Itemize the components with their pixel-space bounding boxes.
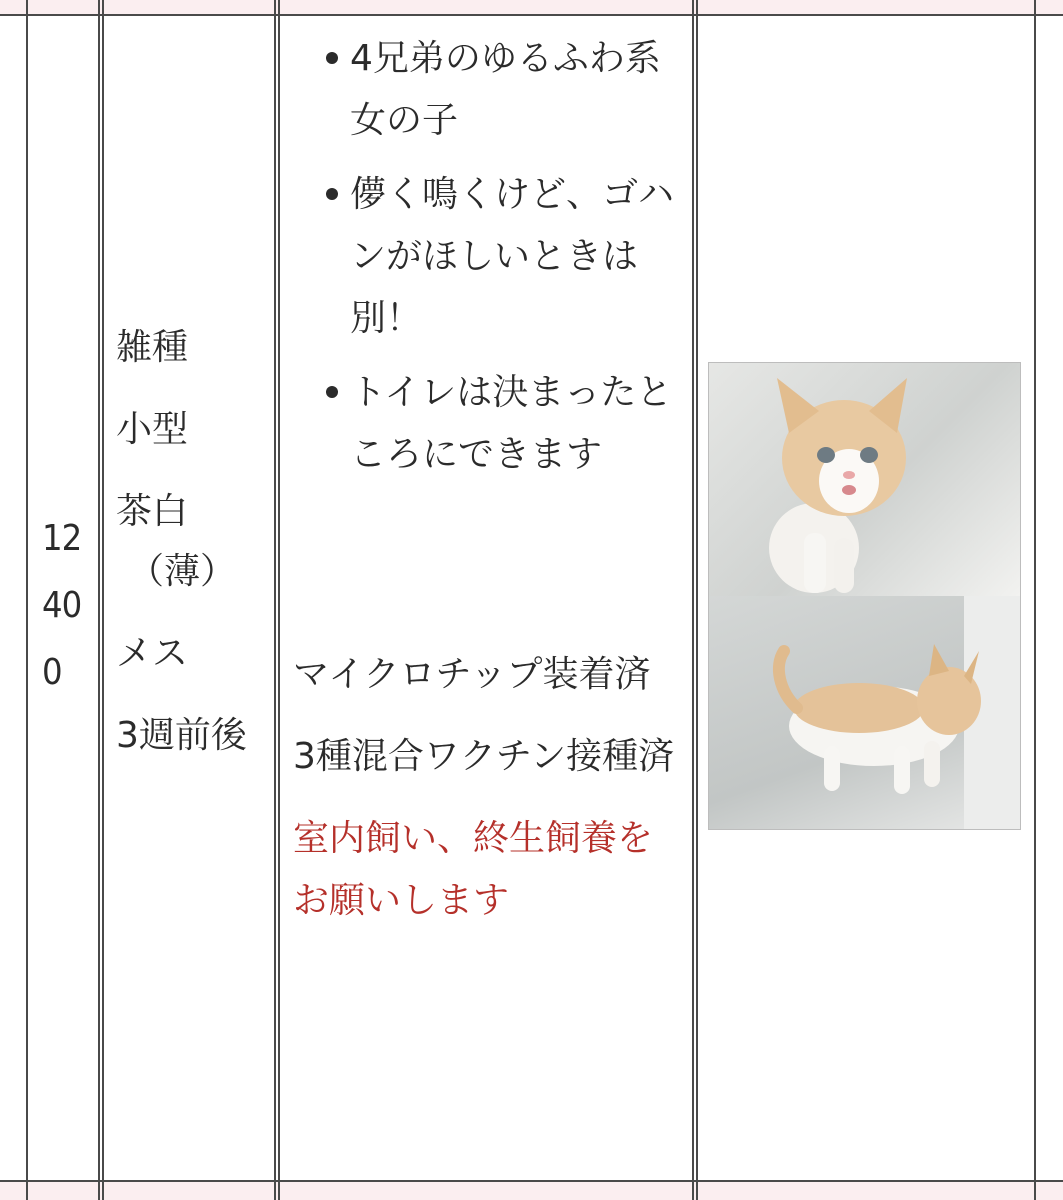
age-text: 3週前後	[116, 715, 247, 756]
header-row-strip	[0, 0, 1063, 14]
kitten-face-illustration	[709, 363, 1020, 596]
grid-line	[696, 0, 698, 1200]
feature-text: 4兄弟のゆるふわ系女の子	[350, 38, 661, 141]
kitten-face-photo[interactable]	[709, 363, 1020, 596]
grid-line	[98, 0, 100, 1200]
grid-line	[274, 0, 276, 1200]
animal-profile	[116, 318, 274, 788]
header-row-border	[0, 14, 1063, 16]
list-item	[326, 362, 683, 486]
animal-description	[293, 28, 683, 952]
grid-line	[692, 0, 694, 1200]
color-text: 茶白	[116, 491, 189, 532]
kitten-walking-illustration	[709, 596, 1020, 829]
grid-line	[278, 0, 280, 1200]
list-item	[326, 164, 683, 350]
list-item	[326, 28, 683, 152]
next-row-border	[0, 1180, 1063, 1182]
feature-list	[293, 28, 683, 486]
bullet-icon	[326, 52, 338, 64]
breed-text: 雑種	[116, 327, 189, 368]
color-note-text: （薄）	[128, 551, 237, 592]
kitten-walking-photo[interactable]	[709, 596, 1020, 829]
feature-text: トイレは決まったところにできます	[350, 372, 673, 475]
vaccine-note: 3種混合ワクチン接種済	[293, 736, 675, 777]
grid-line	[26, 0, 28, 1200]
kitten-photos[interactable]	[708, 362, 1021, 830]
next-row-strip	[0, 1182, 1063, 1200]
animal-number: 12400	[42, 518, 82, 693]
adoption-request-note: 室内飼い、終生飼養をお願いします	[293, 818, 654, 921]
size-text: 小型	[116, 409, 189, 450]
bullet-icon	[326, 386, 338, 398]
bullet-icon	[326, 188, 338, 200]
feature-text: 儚く鳴くけど、ゴハンがほしいときは別！	[350, 174, 675, 339]
grid-line	[1034, 0, 1036, 1200]
grid-line	[102, 0, 104, 1200]
microchip-note: マイクロチップ装着済	[293, 654, 651, 695]
sex-text: メス	[116, 633, 189, 674]
